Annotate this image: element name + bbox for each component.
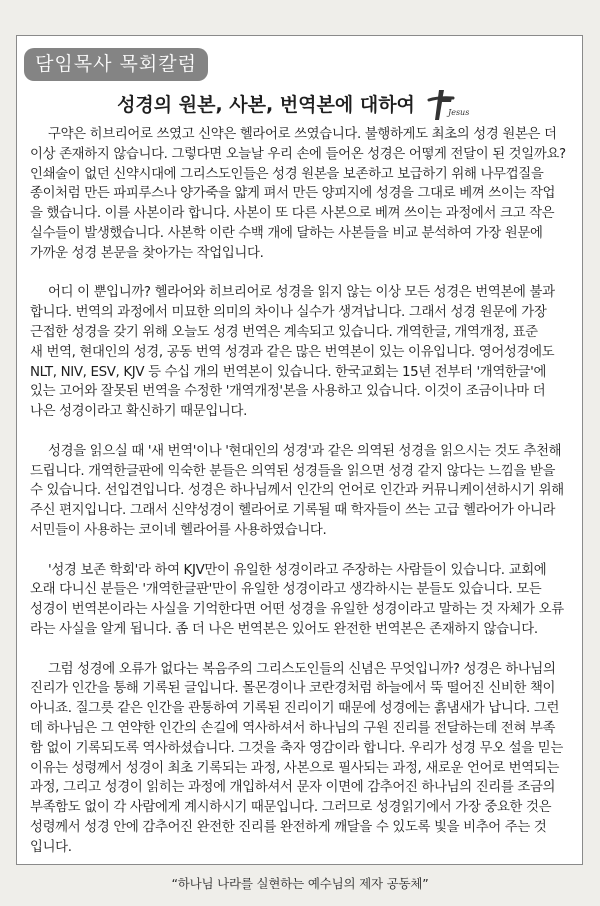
column-body [30, 125, 579, 857]
column-title: 성경의 원본, 사본, 번역본에 대하여 [117, 94, 415, 116]
column-category-badge: 담임목사 목회칼럼 [24, 48, 208, 81]
paragraph-3: 성경을 읽으실 때 '새 번역'이나 '현대인의 성경'과 같은 의역된 성경을 읽으시는 것도 추천해 드립니다. 개역한글판에 익숙한 분들은 의역된 성경들을 읽으면 성경 같지 않다는 느낌을 받을 수 있습니다. 선입견입니다. 성경은 하나님께서 인간의 언어로 인간과 커뮤니케이션하시기 위해 주신 편지입니다. 그래서 신약성경이 헬라어로 기록될 때 학자들이 쓰는 고급 헬라어가 아니라 서민들이 사용하는 코이네 헬라어를 사용하였습니다. [30, 443, 564, 538]
paragraph-1: 구약은 히브리어로 쓰였고 신약은 헬라어로 쓰였습니다. 불행하게도 최초의 성경 원본은 더 이상 존재하지 않습니다. 그렇다면 오늘날 우리 손에 들어온 성경은 어떻게 전달이 된 것일까요? 인쇄술이 없던 신약시대에 그리스도인들은 성경 원본을 보존하고 보급하기 위해 나무껍질을 종이처럼 만든 파피루스나 양가죽을 얇게 펴서 만든 양피지에 성경을 그대로 베껴 쓰이는 작업 을 했습니다. 이를 사본이라 합니다. 사본이 또 다른 사본으로 베껴 쓰이는 과정에서 크고 작은 실수들이 발생했습니다. 사본학 이란 수백 개에 달하는 사본들을 비교 분석하여 가장 원문에 가까운 성경 본문을 찾아가는 작업입니다. [30, 127, 566, 261]
paragraph-4: '성경 보존 학회'라 하여 KJV만이 유일한 성경이라고 주장하는 사람들이 있습니다. 교회에 오래 다니신 분들은 '개역한글판'만이 유일한 성경이라고 생각하시는 분들도 있습니다. 모든 성경이 번역본이라는 사실을 기억한다면 어떤 성경을 유일한 성경이라고 말하는 것 자체가 오류 라는 사실을 알게 됩니다. 좀 더 나은 번역본은 있어도 완전한 번역본은 존재하지 않습니다. [30, 562, 564, 637]
logo-word: Jesus [448, 108, 470, 117]
paragraph-5: 그럼 성경에 오류가 없다는 복음주의 그리스도인들의 신념은 무엇입니까? 성경은 하나님의 진리가 인간을 통해 기록된 글입니다. 몰몬경이나 코란경처럼 하늘에서 뚝 떨어진 신비한 책이 아니죠. 질그릇 같은 인간을 관통하여 기록된 진리이기 때문에 성경에는 흙냄새가 납니다. 그런 데 하나님은 그 연약한 인간의 손길에 역사하셔서 하나님의 구원 진리를 전달하는데 전혀 부족 함 없이 기록되도록 역사하셨습니다. 그것을 축자 영감이라 합니다. 우리가 성경 무오 설을 믿는 이유는 성령께서 성경이 최초 기록되는 과정, 사본으로 필사되는 과정, 새로운 언어로 번역되는 과정, 그리고 성경이 읽히는 과정에 개입하셔서 문자 이면에 감추어진 하나님의 진리를 조금의 부족함도 없이 각 사람에게 계시하시기 때문입니다. 그러므로 성경읽기에서 가장 중요한 것은 성령께서 성경 안에 감추어진 완전한 진리를 완전하게 깨달을 수 있도록 빛을 비추어 주는 것 입니다. [30, 661, 563, 855]
footer-motto: “하나님 나라를 실현하는 예수님의 제자 공동체” [171, 876, 429, 891]
paragraph-2: 어디 이 뿐입니까? 헬라어와 히브리어로 성경을 읽지 않는 이상 모든 성경은 번역본에 불과 합니다. 번역의 과정에서 미묘한 의미의 차이나 실수가 생겨납니다. 그래서 성경 원문에 가장 근접한 성경을 갖기 위해 오늘도 성경 번역은 계속되고 있습니다. 개역한글, 개역개정, 표준 새 번역, 현대인의 성경, 공동 번역 성경과 같은 많은 번역본이 있는 이유입니다. 영어성경에도 NLT, NIV, ESV, KJV 등 수십 개의 번역본이 있습니다. 한국교회는 15년 전부터 '개역한글'에 있는 고어와 잘못된 번역을 수정한 '개역개정'본을 사용하고 있습니다. 이것이 조금이나마 더 나은 성경이라고 확신하기 때문입니다. [30, 285, 555, 420]
title-row [0, 88, 600, 128]
